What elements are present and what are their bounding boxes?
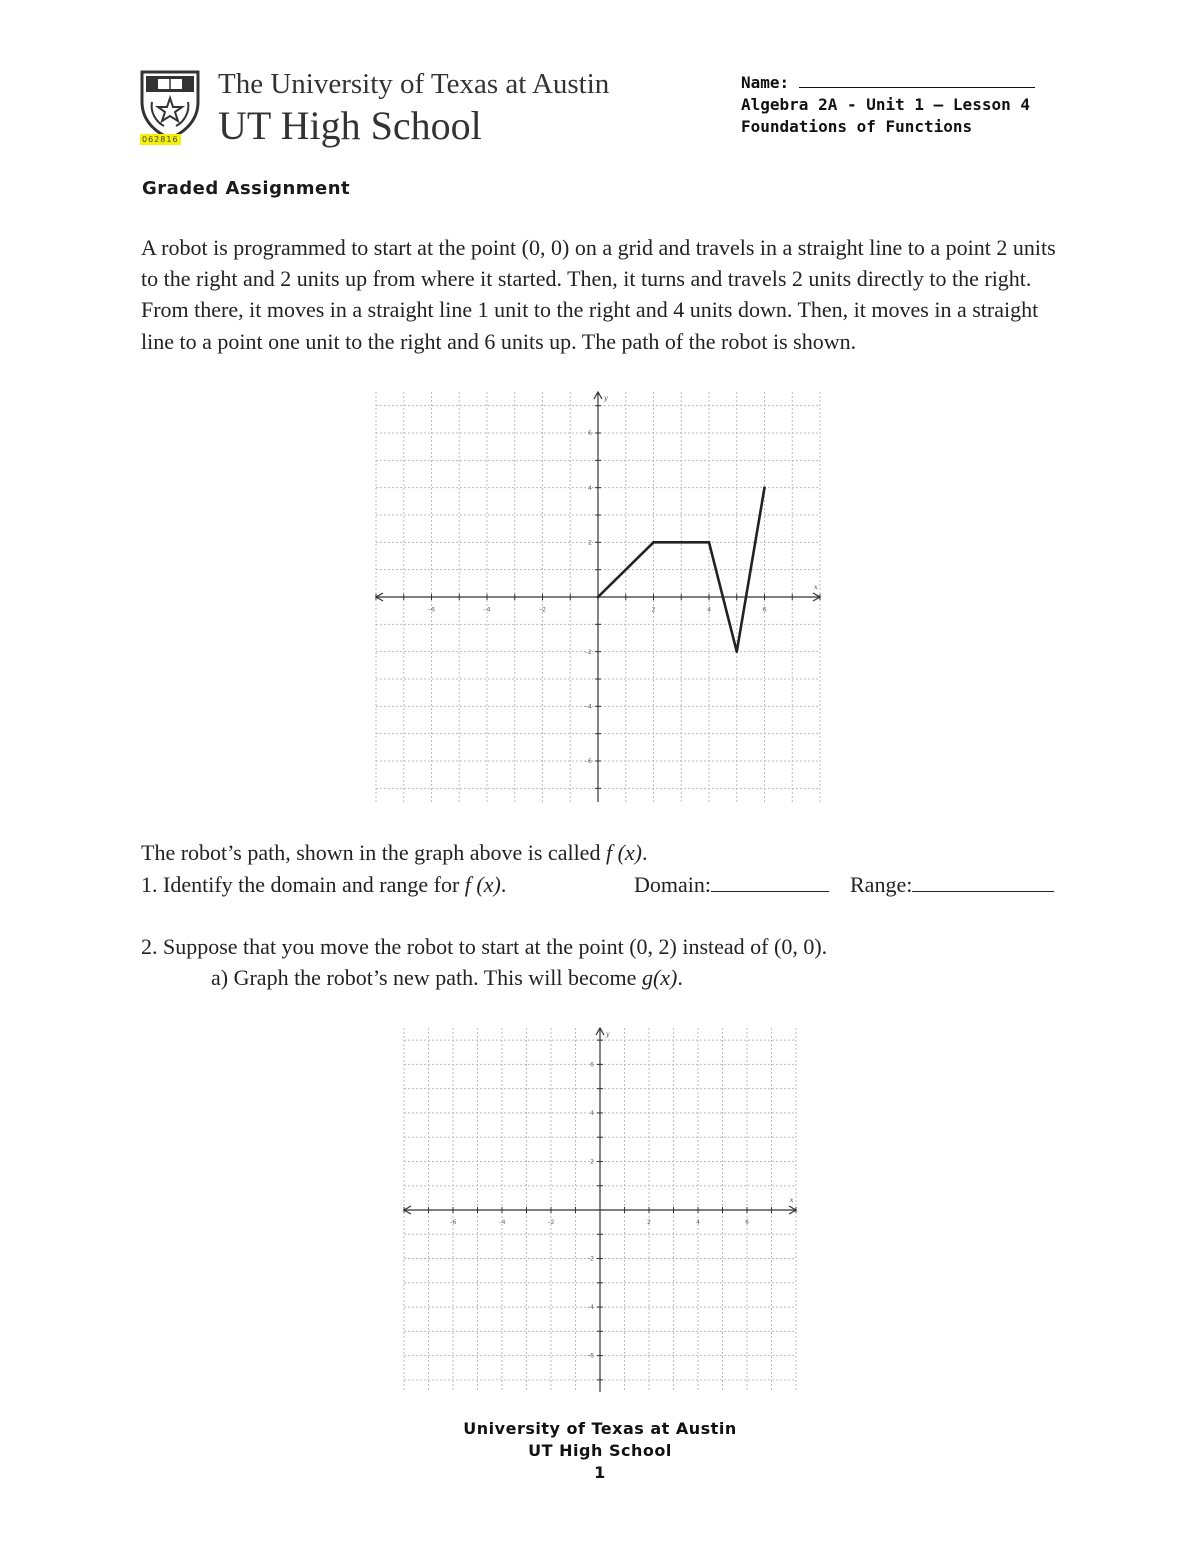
data-point (708, 541, 711, 544)
y-tick-label: –4 (584, 702, 592, 711)
name-label: Name: (741, 73, 790, 92)
x-tick-label: –2 (547, 1219, 555, 1226)
x-tick-label: 6 (762, 605, 767, 614)
x-tick-label: 4 (706, 605, 712, 614)
y-tick-label: –2 (587, 1255, 594, 1263)
question-1 (141, 872, 506, 898)
intro-text: The robot’s path, shown in the graph above is called (141, 840, 606, 865)
q1-fx: f (x) (464, 872, 501, 897)
x-tick-label: –2 (538, 605, 547, 614)
range-answer-field[interactable] (912, 877, 1054, 892)
ut-logo (138, 68, 608, 150)
y-tick-label: 4 (587, 483, 592, 492)
domain-row (634, 872, 1054, 898)
data-point (652, 541, 655, 544)
x-axis-label: x (814, 583, 818, 591)
name-field[interactable] (799, 73, 1035, 88)
page-number: 1 (594, 1463, 606, 1482)
y-tick-label: 2 (587, 538, 592, 547)
q2a-text: a) Graph the robot’s new path. This will become (211, 965, 642, 990)
problem-paragraph: A robot is programmed to start at the point (0, 0) on a grid and travels in a straight line to a point 2 units to the right and 2 units up from where it started. Then, it turns and travels 2 units directly to the right. From there, it moves in a straight line 1 unit to the right and 4 units down. Then, it moves in a straight line to a point one unit to the right and 6 units up. The path of the robot is shown. (141, 235, 1056, 354)
q1-text: 1. Identify the domain and range for (141, 872, 465, 897)
x-tick-label: 2 (651, 605, 656, 614)
question-2: 2. Suppose that you move the robot to start at the point (0, 2) instead of (0, 0). (141, 934, 828, 959)
q1-end: . (500, 872, 507, 897)
page-footer (0, 1418, 1200, 1484)
data-point (735, 650, 738, 653)
header-info (741, 72, 1035, 138)
x-tick-label: –6 (427, 605, 436, 614)
question-2a (211, 965, 683, 991)
x-tick-label: 6 (745, 1219, 749, 1226)
x-tick-label: –6 (449, 1219, 457, 1226)
y-tick-label: 4 (590, 1109, 594, 1117)
y-tick-label: –6 (584, 757, 592, 766)
x-tick-label: 2 (647, 1219, 651, 1226)
data-point (763, 486, 766, 489)
intro-fx: f (x) (605, 840, 642, 865)
y-tick-label: 2 (590, 1158, 594, 1166)
topic-line: Foundations of Functions (741, 117, 973, 136)
x-tick-label: –4 (498, 1219, 506, 1226)
x-tick-label: –4 (483, 605, 491, 614)
footer-university: University of Texas at Austin (463, 1419, 737, 1438)
intro-line (141, 840, 647, 866)
y-axis-label: y (604, 394, 608, 402)
shield-icon (138, 68, 202, 140)
footer-school: UT High School (528, 1441, 672, 1460)
badge-code: 062816 (142, 135, 179, 144)
intro-end: . (641, 840, 648, 865)
course-line: Algebra 2A - Unit 1 – Lesson 4 (741, 95, 1030, 114)
range-label: Range: (850, 872, 913, 897)
x-axis-label: x (790, 1197, 794, 1204)
domain-label: Domain: (634, 872, 711, 897)
domain-answer-field[interactable] (711, 877, 829, 892)
q2a-end: . (677, 965, 683, 990)
y-tick-label: 6 (590, 1061, 594, 1069)
school-title: UT High School (218, 103, 482, 148)
x-tick-label: 4 (696, 1219, 700, 1226)
y-tick-label: –6 (587, 1352, 594, 1360)
y-axis-label: y (606, 1031, 610, 1038)
page-heading: Graded Assignment (142, 178, 351, 199)
graph-gx[interactable] (400, 1024, 800, 1396)
data-point (597, 596, 600, 599)
y-tick-label: –2 (584, 647, 592, 656)
name-row (741, 72, 1035, 94)
graph-fx (372, 388, 824, 806)
y-tick-label: 6 (587, 429, 592, 438)
y-tick-label: –4 (587, 1304, 594, 1312)
university-title: The University of Texas at Austin (218, 68, 610, 100)
q2a-gx: g(x) (641, 965, 678, 990)
